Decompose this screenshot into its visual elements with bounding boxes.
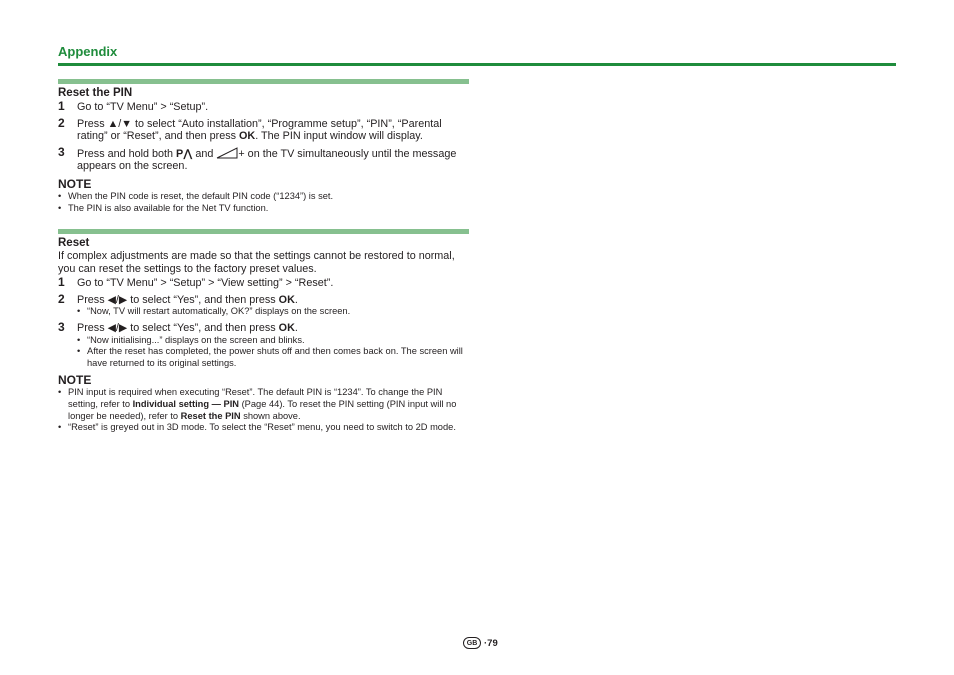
step-number: 2 [58, 291, 65, 306]
note-text: PIN input is required when executing “Reset”. The default PIN is “1234”. To change the PIN setting, refer to [68, 387, 443, 409]
reset-pin-title: Reset the PIN [58, 87, 133, 99]
chevron-up-icon: ⋀ [183, 147, 193, 160]
region-badge: GB [463, 637, 481, 649]
reset-step-3-sub-item: • After the reset has completed, the power shuts off and then comes back on. The screen will have returned to its original settings. [77, 346, 470, 369]
reset-step-2-sub-item: • “Now, TV will restart automatically, OK?” displays on the screen. [77, 306, 470, 318]
reset-pin-step-3 [58, 144, 470, 173]
volume-icon [216, 147, 238, 159]
reset-intro: If complex adjustments are made so that the settings cannot be restored to normal, you can reset the settings to the factory preset values. [58, 250, 455, 275]
reset-pin-note-item: • When the PIN code is reset, the default PIN code (“1234”) is set. [58, 191, 470, 203]
header-rule [58, 63, 896, 66]
page-separator: · [484, 637, 488, 649]
reset-pin-note-title: NOTE [58, 176, 92, 191]
p-key-letter: P [176, 147, 184, 160]
page-footer [463, 637, 498, 649]
step-number: 2 [58, 115, 65, 130]
section-divider-reset [58, 229, 469, 234]
ok-key: OK [278, 293, 295, 306]
step-text: to select “Yes”, and then press [127, 321, 279, 334]
step-text: Press [77, 117, 108, 130]
step-text: . The PIN input window will display. [255, 130, 423, 143]
reset-pin-step-1 [58, 101, 470, 114]
section-divider-reset-pin [58, 79, 469, 84]
reset-note-item [58, 387, 470, 422]
cross-reference: Reset the PIN [180, 410, 241, 421]
reset-pin-note-item: • The PIN is also available for the Net TV function. [58, 203, 470, 215]
step-number: 1 [58, 275, 65, 290]
cross-reference: Individual setting — PIN [132, 398, 239, 409]
reset-step-1 [58, 277, 470, 290]
note-text: shown above. [240, 410, 301, 421]
page-number: 79 [487, 637, 498, 649]
ok-key: OK [278, 321, 295, 334]
reset-step-2 [58, 291, 470, 318]
reset-step-3-sub-item: • “Now initialising...” displays on the screen and blinks. [77, 335, 470, 347]
step-number: 3 [58, 144, 65, 159]
left-right-arrow-icon: ◀/▶ [107, 321, 128, 334]
step-text: Press [77, 321, 108, 334]
step-text: Go to “TV Menu” > “Setup” > “View setting” > “Reset”. [77, 277, 334, 290]
reset-note-item: • “Reset” is greyed out in 3D mode. To select the “Reset” menu, you need to switch to 2D mode. [58, 422, 470, 434]
volume-plus-sign: + [238, 147, 245, 160]
step-text: . [294, 321, 298, 334]
up-down-arrow-icon: ▲/▼ [107, 117, 132, 130]
section-title: Appendix [58, 44, 118, 59]
reset-note-title: NOTE [58, 373, 92, 388]
step-text: to select “Auto installation”, “Programme setup”, “PIN”, “Parental rating” or “Reset”, and then press [77, 117, 442, 143]
reset-section [58, 236, 470, 434]
step-text: and [192, 147, 217, 160]
reset-step-3 [58, 319, 470, 369]
channel-up-key [176, 148, 192, 160]
reset-title: Reset [58, 237, 90, 249]
reset-pin-step-2 [58, 115, 470, 143]
step-text: Press [77, 293, 108, 306]
step-text: Go to “TV Menu” > “Setup”. [77, 101, 209, 113]
step-number: 1 [58, 99, 65, 113]
step-text: . [294, 293, 298, 306]
step-number: 3 [58, 319, 65, 334]
step-text: Press and hold both [77, 147, 177, 160]
step-text: on the TV simultaneously until the message appears on the screen. [77, 147, 457, 173]
step-text: to select “Yes”, and then press [127, 293, 279, 306]
ok-key: OK [239, 130, 256, 143]
left-right-arrow-icon: ◀/▶ [107, 293, 128, 306]
note-text: (Page 44). To reset the PIN setting (PIN input will no longer be needed), refer to [68, 398, 457, 421]
reset-pin-section [58, 86, 470, 214]
